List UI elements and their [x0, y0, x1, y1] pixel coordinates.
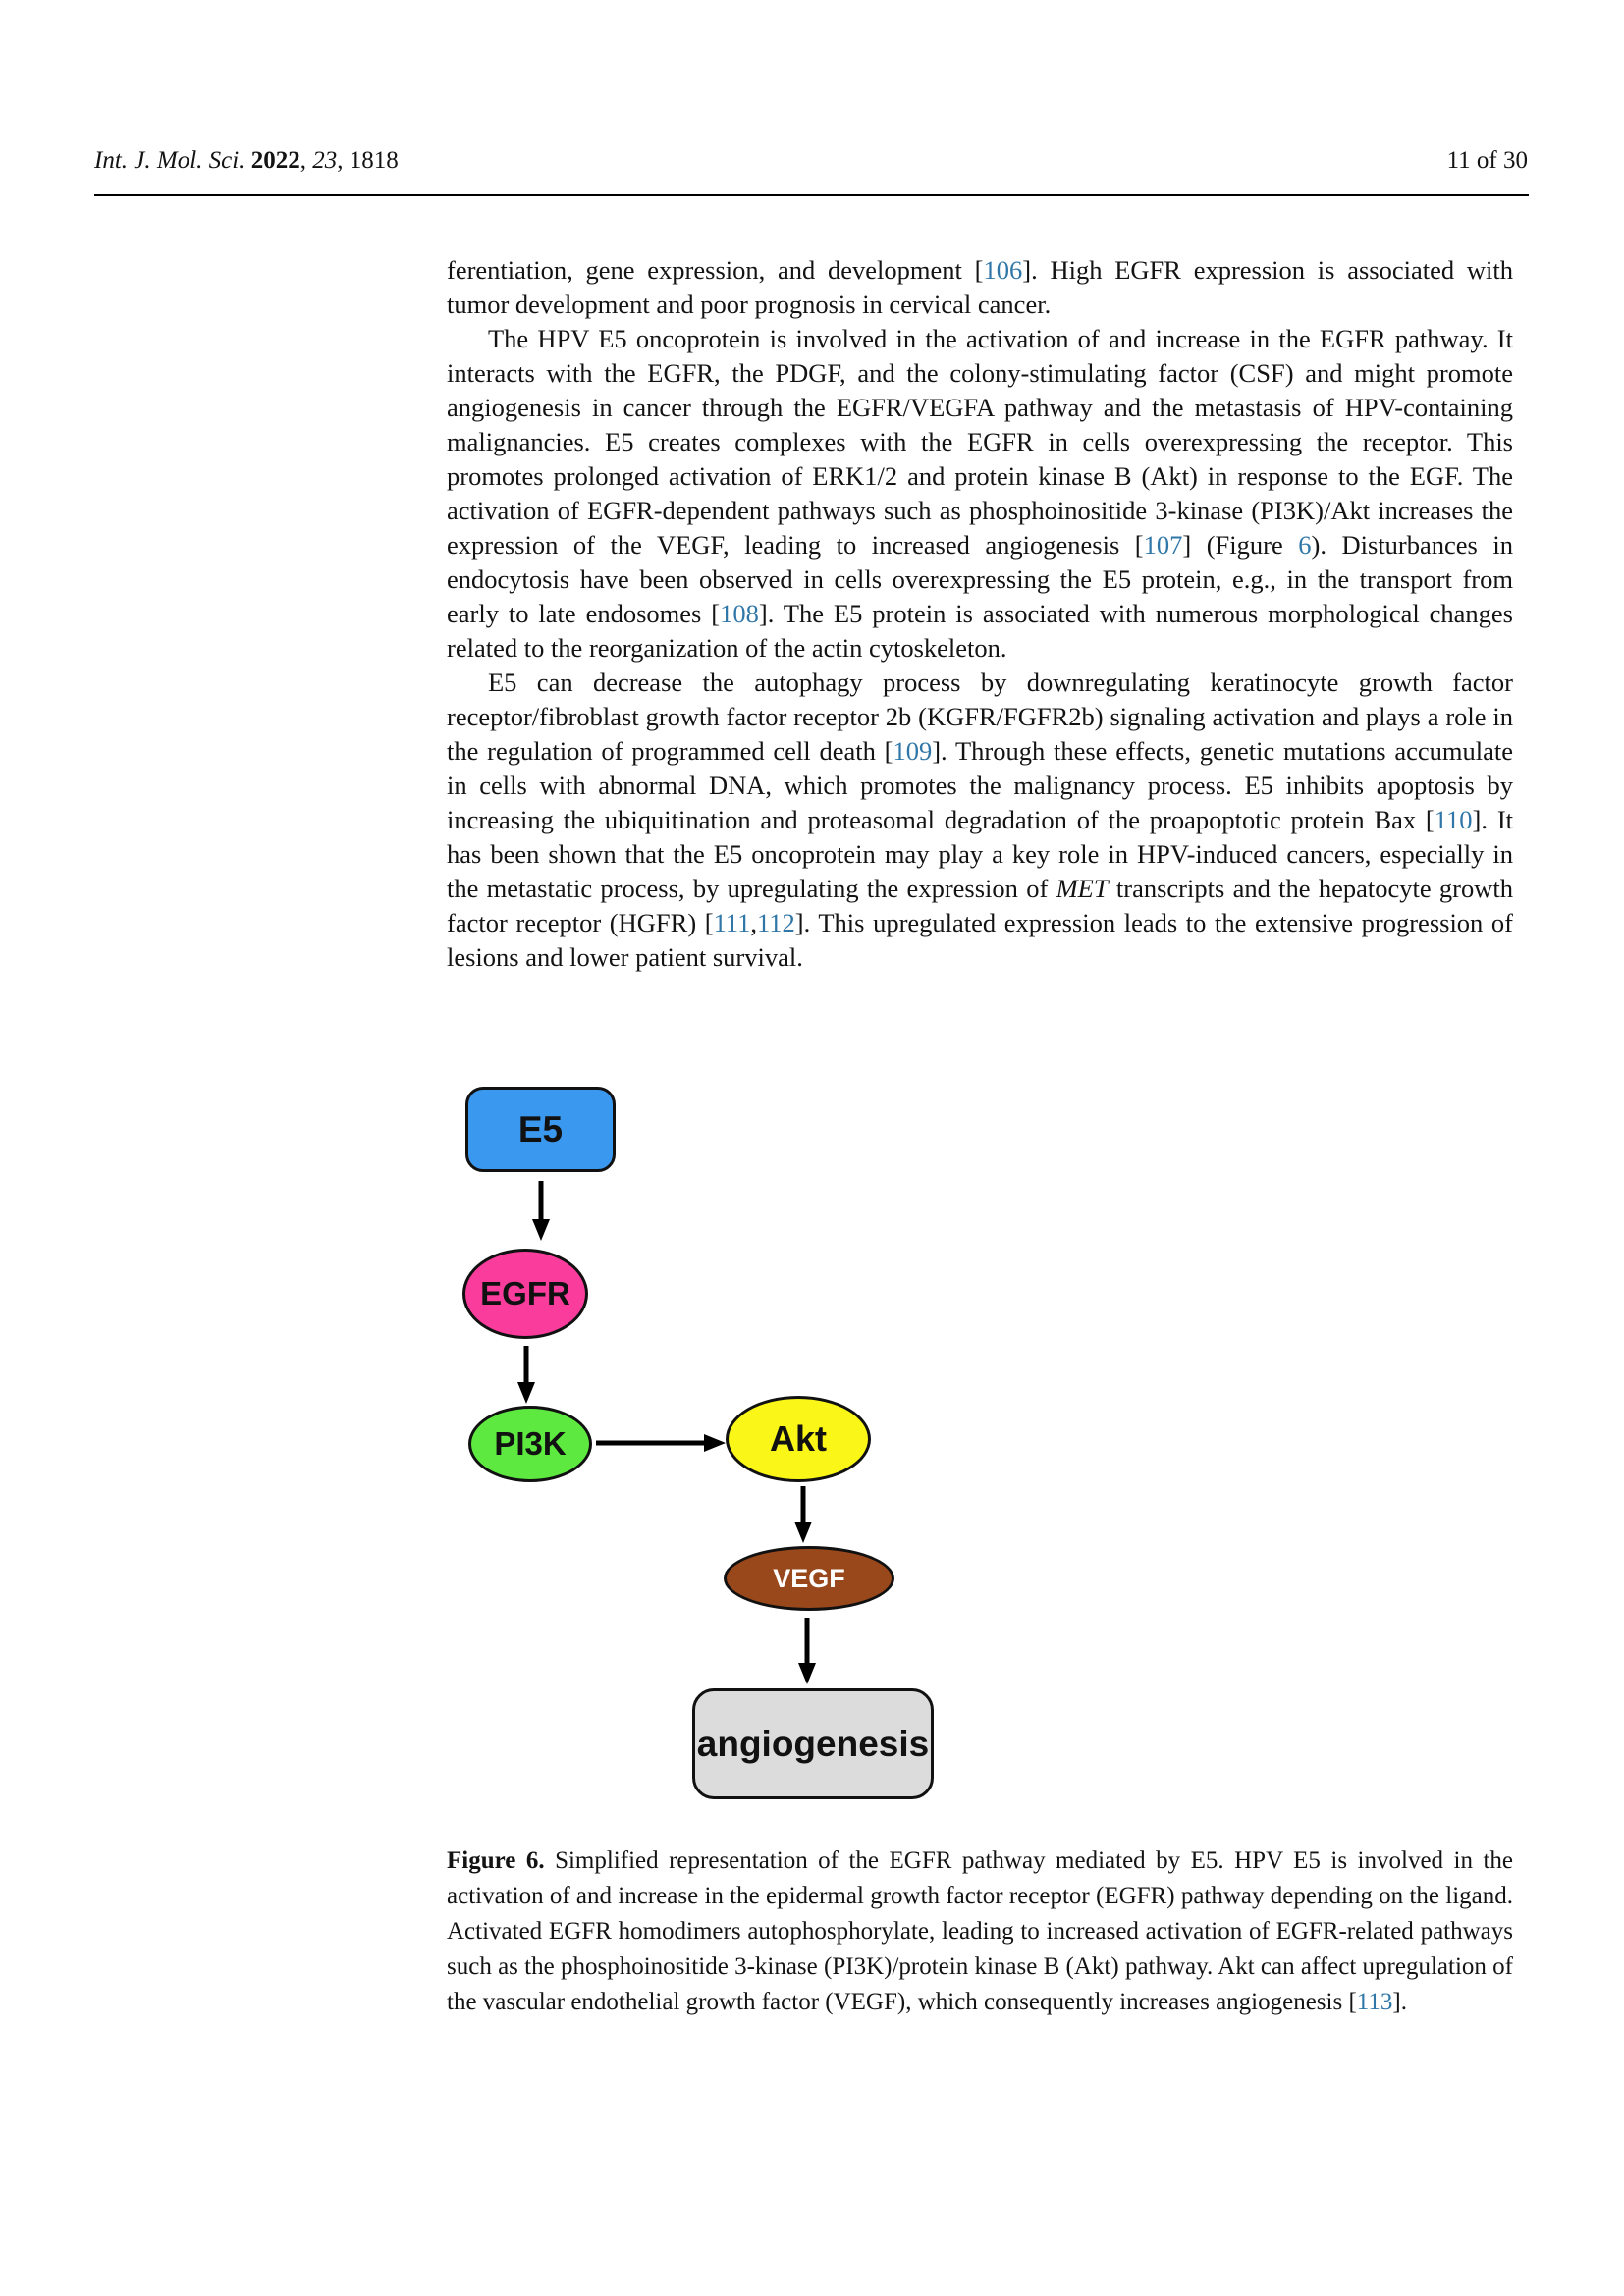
- text-segment: 2022: [250, 147, 300, 174]
- text-segment: Figure 6.: [447, 1847, 545, 1874]
- diagram-node-e5: E5: [465, 1087, 616, 1172]
- text-segment: MET: [1056, 874, 1109, 903]
- text-segment: , 1818: [337, 147, 399, 174]
- diagram-node-pi3k: PI3K: [468, 1406, 592, 1482]
- diagram-node-egfr: EGFR: [462, 1249, 588, 1339]
- text-segment: ] (Figure: [1182, 530, 1299, 560]
- citation-link[interactable]: 110: [1434, 805, 1473, 834]
- text-segment: ]. This upregulated expression leads to the extensive progression of lesions and lower patient survival.: [447, 908, 1513, 972]
- text-segment: ferentiation, gene expression, and development [: [447, 255, 984, 285]
- citation-link[interactable]: 111: [713, 908, 751, 937]
- diagram-node-angiogenesis: angiogenesis: [692, 1688, 934, 1799]
- diagram-node-vegf: VEGF: [724, 1546, 894, 1611]
- text-segment: transcripts and the hepatocyte growth factor receptor (HGFR) [: [447, 874, 1514, 937]
- paragraph-1: [447, 253, 1513, 322]
- text-segment: Int. J. Mol. Sci.: [94, 147, 251, 174]
- text-segment: Simplified representation of the EGFR pathway mediated by E5. HPV E5 is involved in the activation of and increase in the epidermal growth factor receptor (EGFR) pathway depending on the ligand. Activated EGFR homodimers autophosphorylate, leading to increased activation of EGFR-related pathways such as the phosphoinositide 3-kinase (PI3K)/protein kinase B (Akt) pathway. Akt can affect upregulation of the vascular endothelial growth factor (VEGF), which consequently increases angiogenesis [: [447, 1847, 1513, 2015]
- text-segment: ,: [299, 147, 313, 174]
- text-segment: ,: [750, 908, 757, 937]
- text-segment: ]. The E5 protein is associated with numerous morphological changes related to the reorganization of the actin cytoskeleton.: [447, 599, 1513, 663]
- citation-link[interactable]: 108: [720, 599, 759, 628]
- citation-link[interactable]: 109: [893, 736, 933, 766]
- figure-caption: [447, 1843, 1513, 2020]
- text-segment: The HPV E5 oncoprotein is involved in the activation of and increase in the EGFR pathway. It interacts with the EGFR, the PDGF, and the colony-stimulating factor (CSF) and might promote angiogenesis in cancer through the EGFR/VEGFA pathway and the metastasis of HPV-containing malignancies. E5 creates complexes with the EGFR in cells overexpressing the receptor. This promotes prolonged activation of ERK1/2 and protein kinase B (Akt) in response to the EGF. The activation of EGFR-dependent pathways such as phosphoinositide 3-kinase (PI3K)/Akt increases the expression of the VEGF, leading to increased angiogenesis [: [447, 324, 1513, 560]
- body-text: [447, 253, 1513, 975]
- text-segment: ). Disturbances in endocytosis have been observed in cells overexpressing the E5 protein, e.g., in the transport from early to late endosomes [: [447, 530, 1513, 628]
- citation-link[interactable]: 112: [757, 908, 795, 937]
- header-rule: [94, 194, 1529, 196]
- citation-link[interactable]: 106: [983, 255, 1023, 285]
- diagram-node-akt: Akt: [726, 1396, 871, 1482]
- citation-link[interactable]: 113: [1356, 1989, 1393, 2015]
- text-segment: ]. High EGFR expression is associated with tumor development and poor prognosis in cervical cancer.: [447, 255, 1513, 319]
- text-segment: 23: [312, 147, 338, 174]
- page-number: 11 of 30: [1446, 147, 1528, 174]
- journal-header: [94, 147, 399, 175]
- text-segment: ]. It has been shown that the E5 oncoprotein may play a key role in HPV-induced cancers, especially in the metastatic process, by upregulating the expression of: [447, 805, 1514, 903]
- paragraph-2: [447, 322, 1513, 666]
- paragraph-3: [447, 666, 1513, 975]
- text-segment: ]. Through these effects, genetic mutations accumulate in cells with abnormal DNA, which promotes the malignancy process. E5 inhibits apoptosis by increasing the ubiquitination and proteasomal degradation of the proapoptotic protein Bax [: [447, 736, 1513, 834]
- text-segment: ].: [1392, 1989, 1407, 2015]
- citation-link[interactable]: 107: [1143, 530, 1183, 560]
- citation-link[interactable]: 6: [1298, 530, 1312, 560]
- text-segment: E5 can decrease the autophagy process by downregulating keratinocyte growth factor receptor/fibroblast growth factor receptor 2b (KGFR/FGFR2b) signaling activation and plays a role in the regulation of programmed cell death [: [447, 667, 1513, 766]
